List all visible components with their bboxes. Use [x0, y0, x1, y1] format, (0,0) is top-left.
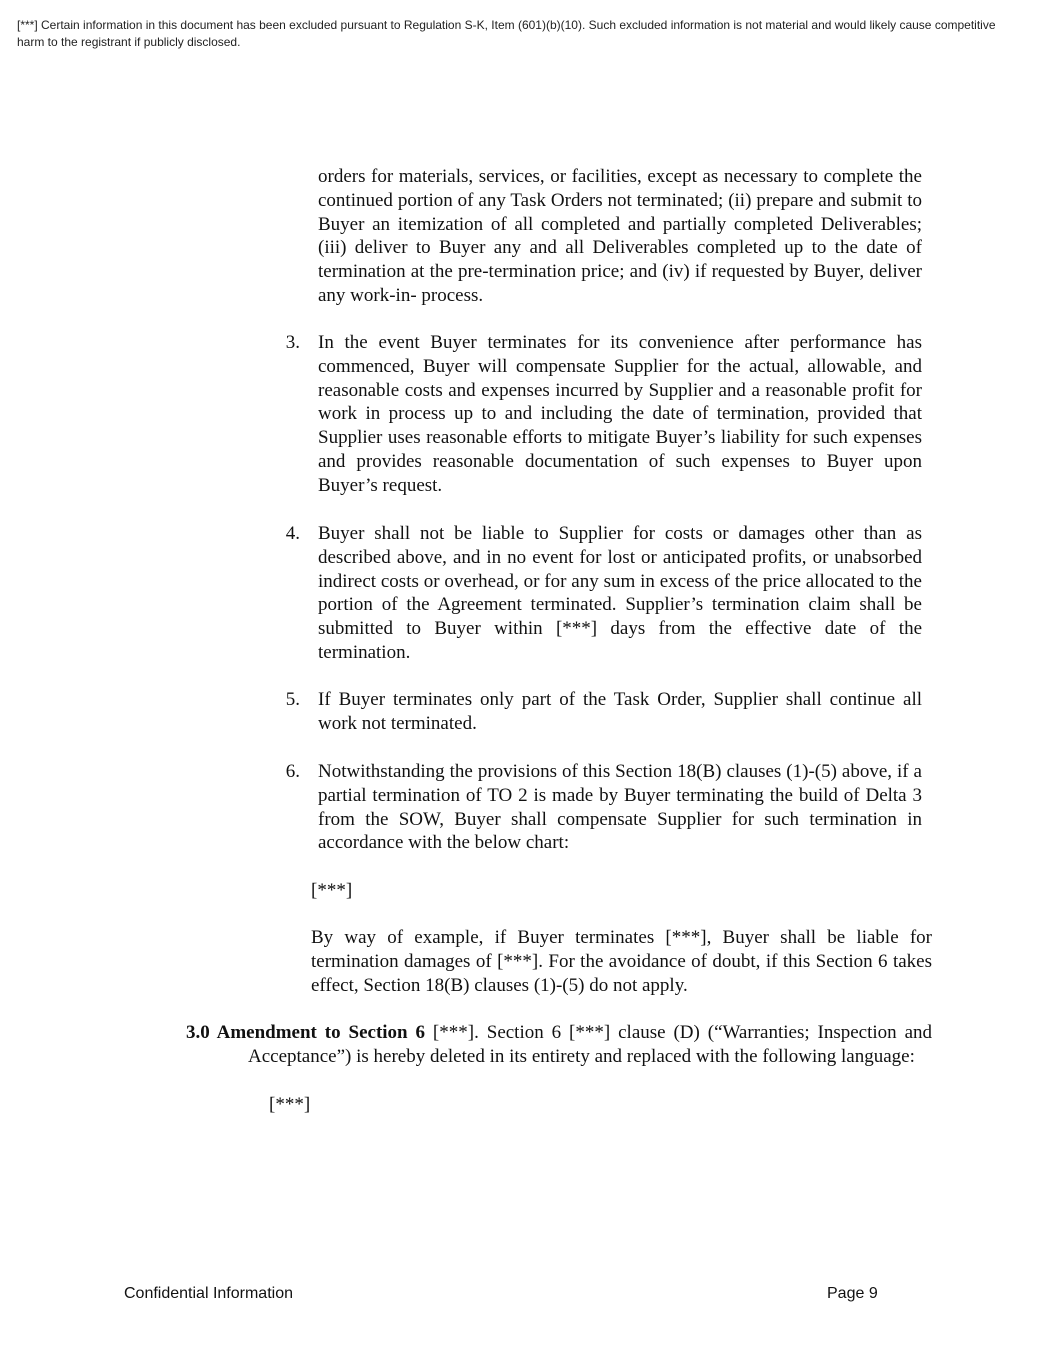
section-text: Section 6 [***] clause (D) (“Warranties; Inspection and Acceptance”) is hereby deleted in its entirety and replaced with the following language:	[248, 1022, 933, 1067]
continuation-paragraph: orders for materials, services, or facilities, except as necessary to complete the continued portion of any Task Orders not terminated; (ii) prepare and submit to Buyer an itemization of all completed and partially completed Deliverables; (iii) deliver to Buyer any and all Deliverables completed up to the date of termination at the pre-termination price; and (iv) if requested by Buyer, deliver any work-in- process.	[318, 166, 922, 306]
item-text: Notwithstanding the provisions of this Section 18(B) clauses (1)-(5) above, if a partial termination of TO 2 is made by Buyer terminating the build of Delta 3 from the SOW, Buyer shall compensate Supplier for such termination in accordance with the below chart:	[318, 761, 922, 854]
page-number: Page 9	[827, 1285, 878, 1302]
item-number: 5.	[285, 689, 300, 710]
item-text: If Buyer terminates only part of the Task Order, Supplier shall continue all work not terminated.	[318, 689, 922, 734]
section-heading: 3.0 Amendment to Section 6	[186, 1022, 426, 1043]
item-text: Buyer shall not be liable to Supplier for costs or damages other than as described above, and in no event for lost or anticipated profits, or unabsorbed indirect costs or overhead, or for any sum in excess of the price allocated to the portion of the Agreement terminated. Supplier’s termination claim shall be submitted to Buyer within [***] days from the effective date of the termination.	[318, 523, 922, 663]
section-amendment	[186, 1021, 932, 1069]
item-number: 3.	[285, 332, 300, 353]
example-paragraph: By way of example, if Buyer terminates [***], Buyer shall be liable for termination damages of [***]. For the avoidance of doubt, if this Section 6 takes effect, Section 18(B) clauses (1)-(5) do not apply.	[311, 927, 932, 996]
redacted-chart: [***]	[311, 880, 353, 901]
section-heading-redaction: [***].	[425, 1022, 479, 1043]
item-number: 4.	[285, 523, 300, 544]
replacement-language: [***]	[269, 1094, 311, 1115]
redaction-notice: [***] Certain information in this document has been excluded pursuant to Regulation S-K, Item (601)(b)(10). Such excluded information is not material and would likely cause competitive harm to the registrant if publicly disclosed.	[17, 18, 996, 49]
footer-confidential: Confidential Information	[124, 1285, 293, 1302]
item-text: In the event Buyer terminates for its convenience after performance has commenced, Buyer will compensate Supplier for the actual, allowable, and reasonable costs and expenses incurred by Supplier and a reasonable profit for work in process up to and including the date of termination, provided that Supplier uses reasonable efforts to mitigate Buyer’s liability for such expenses and provides reasonable documentation of such expenses to Buyer upon Buyer’s request.	[318, 332, 922, 496]
item-number: 6.	[285, 761, 300, 782]
